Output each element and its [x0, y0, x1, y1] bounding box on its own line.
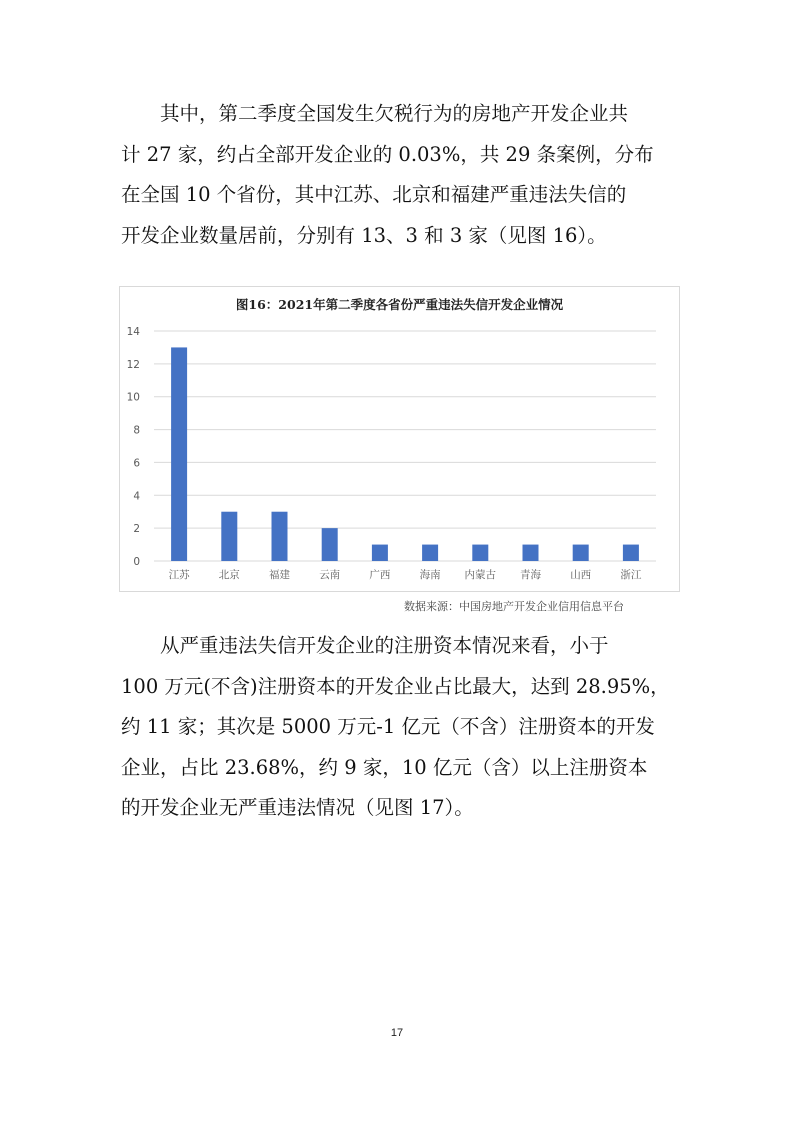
chart-title: 图16：2021年第二季度各省份严重违法失信开发企业情况 — [235, 297, 564, 312]
y-tick-label: 10 — [126, 391, 140, 404]
paragraph-line: 从严重违法失信开发企业的注册资本情况来看，小于 — [160, 634, 609, 657]
paragraph-line: 企业，占比 23.68%，约 9 家，10 亿元（含）以上注册资本 — [121, 755, 648, 779]
y-tick-label: 6 — [133, 457, 140, 470]
x-tick-label: 北京 — [218, 569, 240, 581]
bar — [221, 512, 237, 561]
bar — [272, 512, 288, 561]
bar — [422, 545, 438, 561]
paragraph-line: 约 11 家；其次是 5000 万元-1 亿元（不含）注册资本的开发 — [121, 715, 655, 738]
bar-chart — [120, 287, 679, 591]
y-tick-label: 8 — [133, 424, 140, 437]
bar — [322, 528, 338, 561]
x-tick-label: 福建 — [269, 569, 290, 581]
page-number: 17 — [390, 1027, 404, 1039]
x-tick-label: 青海 — [520, 569, 541, 581]
y-tick-label: 12 — [126, 358, 140, 371]
bar — [372, 545, 388, 561]
y-tick-label: 4 — [133, 490, 140, 503]
x-tick-label: 内蒙古 — [464, 569, 497, 581]
paragraph-line: 100 万元(不含)注册资本的开发企业占比最大，达到 28.95%， — [121, 674, 670, 698]
y-tick-label: 2 — [133, 523, 140, 536]
paragraph-line: 在全国 10 个省份，其中江苏、北京和福建严重违法失信的 — [121, 183, 627, 206]
x-tick-label: 江苏 — [168, 569, 190, 581]
y-tick-label: 14 — [126, 326, 140, 338]
paragraph-2 — [121, 626, 676, 829]
x-tick-label: 浙江 — [620, 569, 642, 581]
paragraph-1 — [121, 94, 676, 256]
x-tick-label: 山西 — [570, 569, 592, 581]
chart-figure — [119, 286, 680, 592]
paragraph-line: 开发企业数量居前，分别有 13、3 和 3 家（见图 16）。 — [121, 223, 607, 247]
paragraph-line: 其中，第二季度全国发生欠税行为的房地产开发企业共 — [160, 102, 629, 125]
paragraph-line: 计 27 家，约占全部开发企业的 0.03%，共 29 条案例，分布 — [121, 142, 654, 166]
x-tick-label: 海南 — [419, 569, 441, 581]
bar — [523, 545, 539, 561]
x-tick-label: 云南 — [319, 569, 341, 581]
bar — [623, 545, 639, 561]
bar — [472, 545, 488, 561]
paragraph-line: 的开发企业无严重违法情况（见图 17）。 — [121, 796, 474, 819]
y-tick-label: 0 — [133, 556, 140, 568]
source-note: 数据来源：中国房地产开发企业信用信息平台 — [404, 600, 624, 613]
bar — [573, 545, 589, 561]
x-tick-label: 广西 — [369, 569, 391, 581]
bar — [171, 347, 187, 561]
